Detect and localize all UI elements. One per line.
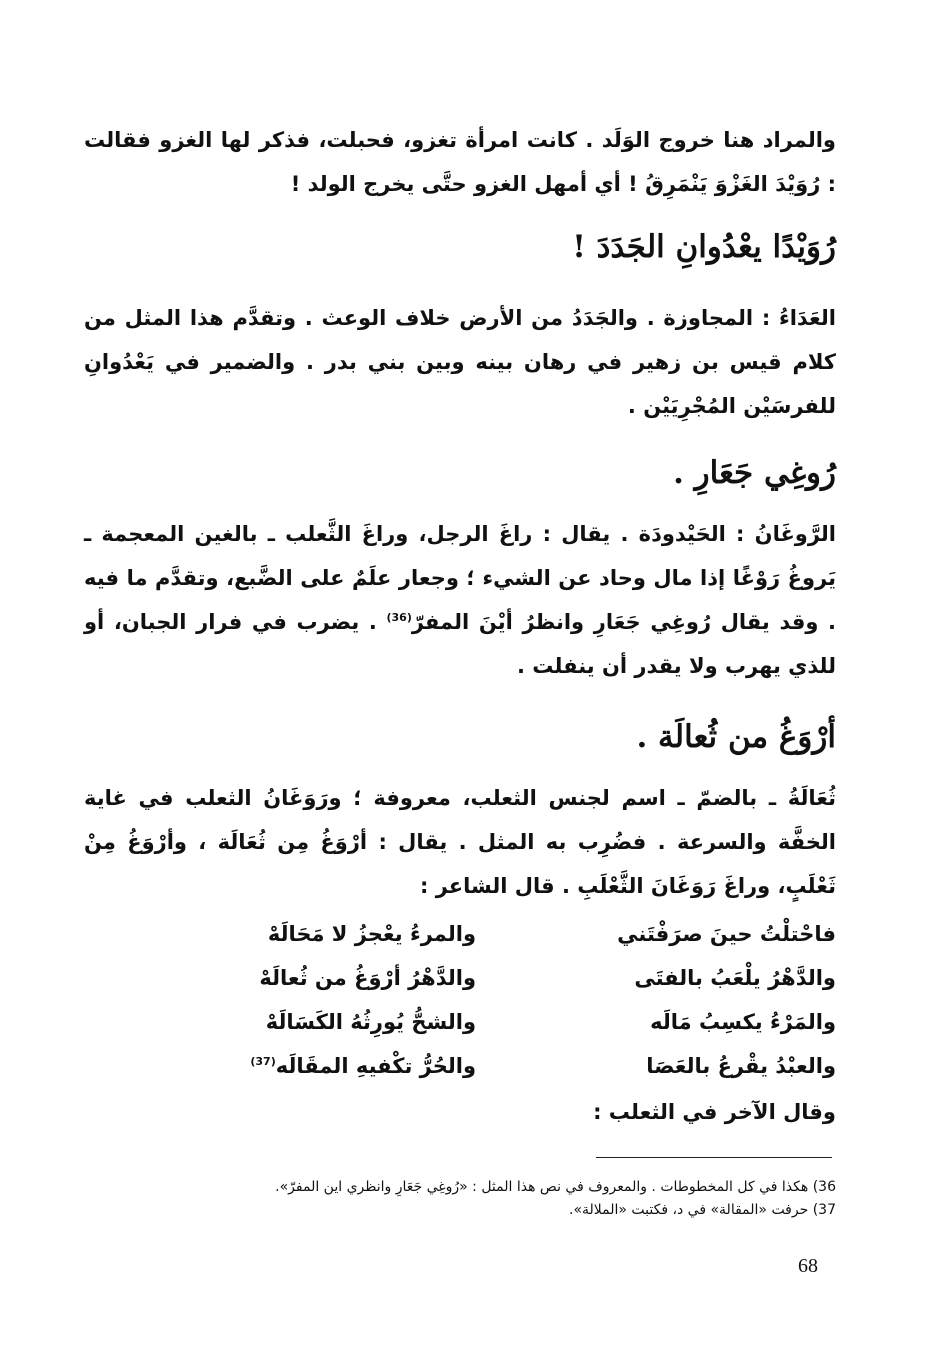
paragraph-proverb-2 [84,512,836,688]
verse-4-second-half [146,1054,476,1078]
paragraph-proverb-2-text-a: الرَّوغَانُ : الحَيْدودَة . يقال : راغَ الرجل، وراغَ الثَّعلب ـ بالغين المعجمة ـ يَروغُ رَوْغًا إذا مال وحاد عن الشيء ؛ وجعار علَمٌ على الضَّبع، وتقدَّم ما فيه . وقد يقال رُوغِي جَعَارِ وانظرُ أيْنَ المفرّ [84,522,836,634]
heading-proverb-2: رُوغِي جَعَارِ . [673,455,836,491]
paragraph-proverb-1: العَدَاءُ : المجاوزة . والجَدَدُ من الأرض خلاف الوعث . وتقدَّم هذا المثل من كلام قيس بن زهير في رهان بينه وبين بني بدر . والضمير في يَعْدُوانِ للفرسَيْن المُجْرِيَيْن . [84,306,836,418]
verse-line-1 [136,912,836,956]
verse-2-second-half: والدَّهْرُ أرْوَغُ من ثُعالَهْ [259,966,476,990]
poem-verses [136,912,836,1088]
paragraph-proverb-3: ثُعَالَةُ ـ بالضمّ ـ اسم لجنس الثعلب، معروفة ؛ ورَوَغَانُ الثعلب في غاية الخفَّة والسرعة . فضُرِب به المثل . يقال : أرْوَغُ مِن ثُعَالَة ، وأرْوَغُ مِنْ ثَعْلَبٍ، وراغَ رَوَغَانَ الثَّعْلَبِ . قال الشاعر : [84,786,836,898]
verse-1-first-half: فاحْتلْتُ حينَ صرَفْتَني [617,922,836,946]
footnote-36: 36) هكذا في كل المخطوطات . والمعروف في نص هذا المثل : «رُوغِي جَعَارِ وانظري اين المفرّ». [275,1179,836,1195]
verse-3-first-half: والمَرْءُ يكسِبُ مَالَه [650,1010,836,1034]
verse-2-first-half: والدَّهْرُ يلْعَبُ بالفتَى [634,966,836,990]
paragraph-closing: وقال الآخر في الثعلب : [593,1100,836,1124]
verse-line-3 [136,1000,836,1044]
paragraph-proverb-2-text-b: . يضرب في فرار الجبان، أو للذي يهرب ولا يقدر أن ينفلت . [84,610,836,678]
footnote-divider [596,1157,832,1158]
heading-proverb-1: رُوَيْدًا يعْدُوانِ الجَدَدَ ! [572,229,836,265]
verse-4-first-half: والعبْدُ يقْرعُ بالعَصَا [646,1054,836,1078]
verse-1-second-half: والمرءُ يعْجزُ لا مَحَالَهْ [267,922,476,946]
footnote-37: 37) حرفت «المقالة» في د، فكتبت «الملالة». [569,1202,836,1218]
verse-line-2 [136,956,836,1000]
footnote-ref-37: (37) [250,1055,276,1068]
verse-3-second-half: والشحُّ يُورِثُهُ الكَسَالَهْ [265,1010,476,1034]
verse-line-4 [136,1044,836,1088]
paragraph-intro: والمراد هنا خروج الوَلَد . كانت امرأة تغزو، فحبلت، فذكر لها الغزو فقالت : رُوَيْدَ الغَزْوَ يَنْمَرِقُ ! أي أمهل الغزو حتَّى يخرج الولد ! [84,128,836,196]
heading-proverb-3: أرْوَغُ من ثُعالَة . [636,719,836,755]
page-number: 68 [798,1255,818,1277]
verse-4-second-half-text: والحُرُّ تكْفيهِ المقَالَه [275,1054,476,1078]
footnote-ref-36: (36) [386,611,412,624]
